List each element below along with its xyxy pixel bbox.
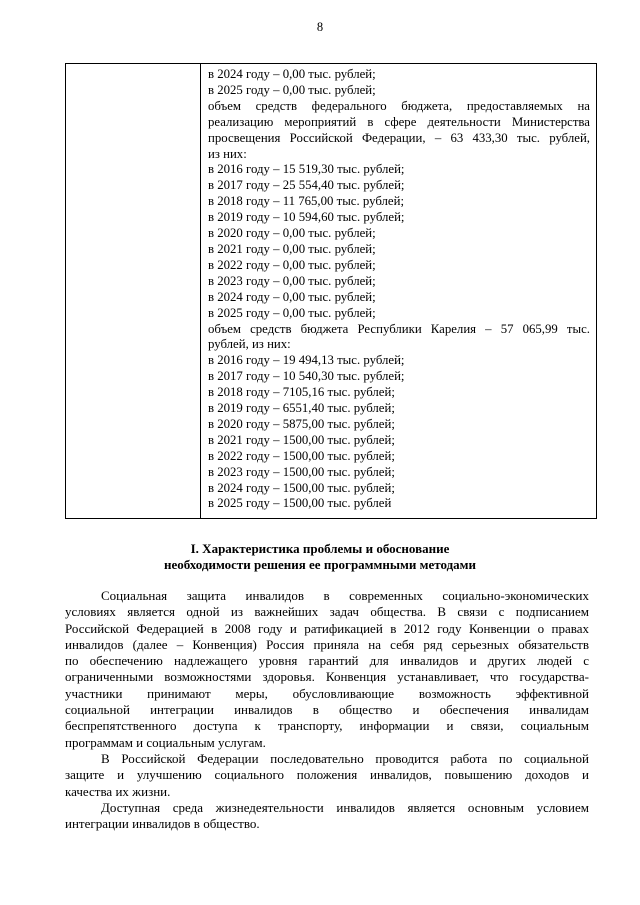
table-cell-line: в 2021 году – 0,00 тыс. рублей;: [208, 241, 376, 256]
table-cell-line: в 2023 году – 0,00 тыс. рублей;: [208, 273, 376, 288]
table-cell-line: в 2019 году – 10 594,60 тыс. рублей;: [208, 210, 405, 225]
section-heading-line-2: необходимости решения ее программными методами: [163, 557, 477, 572]
table-cell-line: в 2023 году – 1500,00 тыс. рублей;: [208, 464, 395, 479]
table-cell-line: просвещения Российской Федерации, – 63 433,30 тыс. рублей,: [208, 130, 590, 145]
paragraph-line: защите и улучшению социального положения инвалидов, повышению доходов и: [65, 767, 589, 783]
paragraph-line: Доступная среда жизнедеятельности инвалидов является основным условием: [101, 799, 589, 815]
paragraph-line: Социальная защита инвалидов в современных социально-экономических: [101, 588, 589, 603]
body-text: [65, 588, 589, 832]
table-cell-line: в 2024 году – 0,00 тыс. рублей;: [208, 289, 376, 304]
table-right-cell: [202, 64, 596, 518]
table-cell-line: в 2024 году – 1500,00 тыс. рублей;: [208, 480, 395, 495]
table-cell-line: в 2017 году – 10 540,30 тыс. рублей;: [208, 369, 405, 384]
table-cell-line: объем средств федерального бюджета, предоставляемых на: [208, 98, 590, 113]
table-cell-line: в 2018 году – 7105,16 тыс. рублей;: [208, 385, 395, 400]
table-cell-line: в 2020 году – 0,00 тыс. рублей;: [208, 226, 376, 241]
table-cell-line: объем средств бюджета Республики Карелия – 57 065,99 тыс.: [208, 321, 590, 336]
table-cell-line: в 2022 году – 1500,00 тыс. рублей;: [208, 448, 395, 463]
paragraph-line: интеграции инвалидов в общество.: [65, 816, 260, 832]
table-cell-line: в 2025 году – 1500,00 тыс. рублей: [208, 496, 392, 511]
funding-table: [65, 63, 597, 519]
table-cell-line: в 2016 году – 15 519,30 тыс. рублей;: [208, 162, 405, 177]
table-cell-line: рублей, из них:: [208, 337, 291, 352]
paragraph-line: Российской Федерацией в 2008 году и ратификацией в 2012 году Конвенции о правах: [65, 620, 589, 636]
table-cell-line: в 2020 году – 5875,00 тыс. рублей;: [208, 416, 395, 431]
section-heading-line-1: I. Характеристика проблемы и обоснование: [190, 541, 450, 556]
paragraph-line: качества их жизни.: [65, 783, 171, 799]
paragraph-line: социальной интеграции инвалидов в общество и обеспечения инвалидам: [65, 702, 589, 718]
table-cell-line: в 2017 году – 25 554,40 тыс. рублей;: [208, 178, 405, 193]
paragraph-line: программам и социальным услугам.: [65, 734, 266, 750]
table-cell-line: из них:: [208, 146, 247, 161]
paragraph-line: инвалидов (далее – Конвенция) Россия приняла на себя ряд серьезных обязательств: [65, 636, 589, 652]
table-left-cell: [66, 64, 201, 518]
paragraph-line: ограниченными возможностями здоровья. Конвенция устанавливает, что государства-: [65, 669, 589, 685]
paragraph-line: участники принимают меры, обусловливающие возможность эффективной: [65, 685, 589, 701]
table-cell-line: в 2016 году – 19 494,13 тыс. рублей;: [208, 353, 405, 368]
table-cell-line: в 2021 году – 1500,00 тыс. рублей;: [208, 432, 395, 447]
table-cell-line: в 2025 году – 0,00 тыс. рублей;: [208, 82, 376, 97]
table-cell-line: в 2022 году – 0,00 тыс. рублей;: [208, 257, 376, 272]
paragraph-line: по обеспечению надлежащего уровня гарантий для инвалидов и других людей с: [65, 653, 589, 669]
paragraph-line: беспрепятственного доступа к транспорту, информации и связи, социальным: [65, 718, 589, 734]
paragraph-line: В Российской Федерации последовательно проводится работа по социальной: [101, 750, 589, 766]
table-cell-line: в 2025 году – 0,00 тыс. рублей;: [208, 305, 376, 320]
table-cell-line: в 2019 году – 6551,40 тыс. рублей;: [208, 401, 395, 416]
page-number: 8: [316, 20, 324, 34]
table-cell-line: в 2024 году – 0,00 тыс. рублей;: [208, 67, 376, 81]
table-cell-line: реализацию мероприятий в сфере деятельности Министерства: [208, 114, 590, 129]
paragraph-line: условиях является одной из важнейших задач общества. В связи с подписанием: [65, 604, 589, 620]
table-cell-line: в 2018 году – 11 765,00 тыс. рублей;: [208, 194, 405, 209]
section-heading: [0, 541, 640, 573]
